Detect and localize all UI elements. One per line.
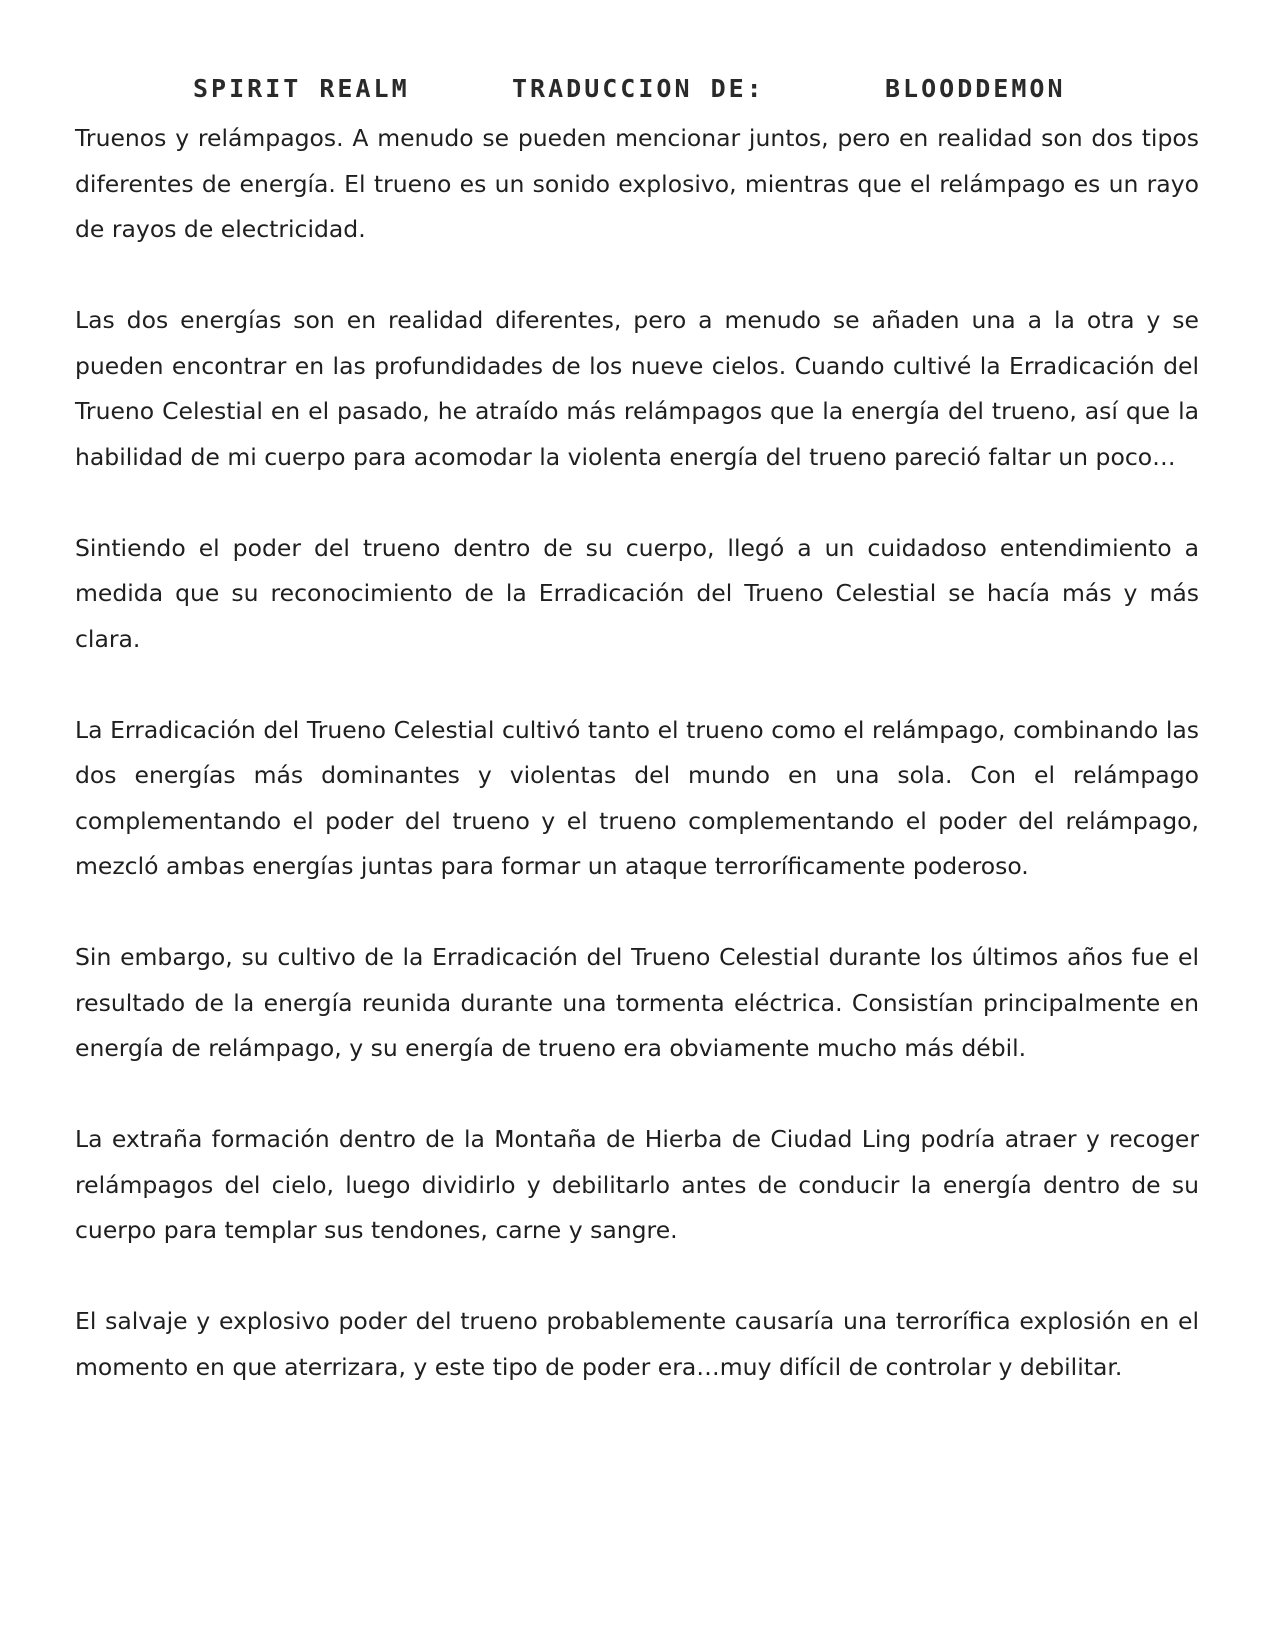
paragraph: El salvaje y explosivo poder del trueno probablemente causaría una terrorífica explosión en el momento en que aterrizara, y este tipo de poder era…muy difícil de controlar y debilitar. <box>75 1307 1199 1381</box>
document-body <box>75 116 1199 1390</box>
header-title: SPIRIT REALM <box>193 74 410 103</box>
header-translation-label: TRADUCCION DE: <box>512 74 765 103</box>
paragraph: Truenos y relámpagos. A menudo se pueden mencionar juntos, pero en realidad son dos tipos diferentes de energía. El trueno es un sonido explosivo, mientras que el relámpago es un rayo de rayos de electricidad. <box>75 124 1199 243</box>
paragraph: Sin embargo, su cultivo de la Erradicación del Trueno Celestial durante los últimos años fue el resultado de la energía reunida durante una tormenta eléctrica. Consistían principalmente en energía de relámpago, y su energía de trueno era obviamente mucho más débil. <box>75 943 1199 1062</box>
header-translator: BLOODDEMON <box>885 74 1066 103</box>
paragraph: Sintiendo el poder del trueno dentro de su cuerpo, llegó a un cuidadoso entendimiento a medida que su reconocimiento de la Erradicación del Trueno Celestial se hacía más y más clara. <box>75 533 1199 653</box>
page-header <box>0 70 1275 114</box>
paragraph: La Erradicación del Trueno Celestial cultivó tanto el trueno como el relámpago, combinando las dos energías más dominantes y violentas del mundo en una sola. Con el relámpago complementando el poder del trueno y el trueno complementando el poder del relámpago, mezcló ambas energías juntas para formar un ataque terroríficamente poderoso. <box>75 715 1199 880</box>
paragraph: La extraña formación dentro de la Montaña de Hierba de Ciudad Ling podría atraer y recoger relámpagos del cielo, luego dividirlo y debilitarlo antes de conducir la energía dentro de su cuerpo para templar sus tendones, carne y sangre. <box>75 1125 1199 1244</box>
paragraph: Las dos energías son en realidad diferentes, pero a menudo se añaden una a la otra y se pueden encontrar en las profundidades de los nueve cielos. Cuando cultivé la Erradicación del Trueno Celestial en el pasado, he atraído más relámpagos que la energía del trueno, así que la habilidad de mi cuerpo para acomodar la violenta energía del trueno pareció faltar un poco… <box>75 306 1199 471</box>
